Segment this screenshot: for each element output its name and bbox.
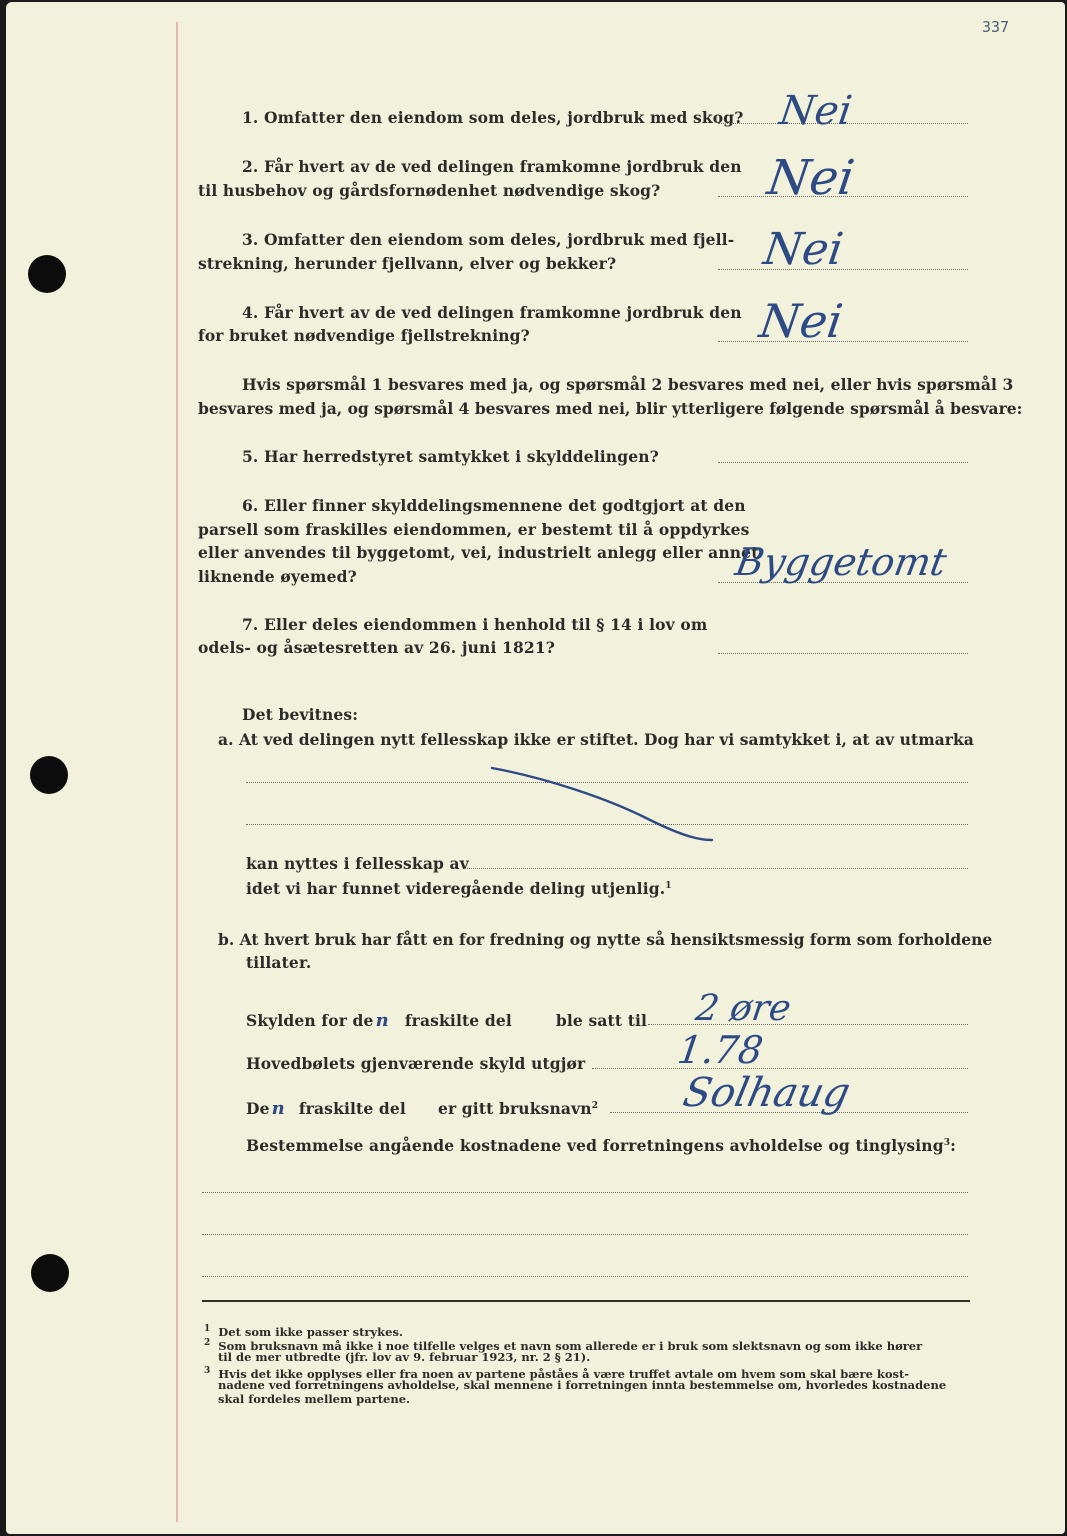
punch-hole (30, 756, 68, 794)
assessment-answer-handwriting: 2 øre (693, 988, 794, 1029)
footnote-2-continued: til de mer utbredte (jfr. lov av 9. februar 1923, nr. 2 § 21). (218, 1350, 591, 1364)
footnote-1: $^1$ Det som ikke passer strykes. (204, 1324, 403, 1339)
question-7-line-2: odels- og åsætesretten av 26. juni 1821? (198, 638, 556, 657)
answer-4-handwriting: Nei (756, 294, 846, 348)
common-use-label: kan nyttes i fellesskap av (246, 854, 469, 873)
question-6-line-4: liknende øyemed? (198, 567, 357, 586)
blank-line (202, 1276, 968, 1277)
footnote-3-continued: nadene ved forretningens avholdelse, skal mennene i forretningen innta bestemmelse om, hvorledes kostnadene (218, 1378, 947, 1392)
margin-line (176, 22, 178, 1522)
remaining-assessment-label: Hovedbølets gjenværende skyld utgjør (246, 1054, 586, 1073)
attestation-b-line-2: tillater. (246, 953, 312, 972)
blank-line (202, 1192, 968, 1193)
condition-line-2: besvares med ja, og spørsmål 4 besvares med nei, blir ytterligere følgende spørsmål å besvare: (198, 399, 1023, 418)
answer-line (718, 462, 968, 463)
footnote-mark: 2 (591, 1100, 599, 1111)
division-statement: idet vi har funnet videregående deling utjenlig.$^1$ (246, 879, 672, 898)
answer-line (718, 341, 968, 342)
answer-3-handwriting: Nei (760, 224, 847, 275)
remaining-assessment-handwriting: 1.78 (674, 1028, 766, 1072)
footnote-3: $^3$ Hvis det ikke opplyses eller fra noen av partene påståes å være truffet avtale om hvem som skal bære kost- (204, 1366, 910, 1381)
punch-hole (28, 255, 66, 293)
answer-line (718, 653, 968, 654)
question-6-line-1: 6. Eller finner skylddelingsmennene det godtgjort at den (242, 496, 746, 515)
question-4-line-2: for bruket nødvendige fjellstrekning? (198, 326, 530, 345)
question-3-line-1: 3. Omfatter den eiendom som deles, jordbruk med fjell- (242, 230, 735, 249)
answer-2-handwriting: Nei (764, 150, 858, 206)
question-3-line-2: strekning, herunder fjellvann, elver og bekker? (198, 254, 617, 273)
question-5: 5. Har herredstyret samtykket i skylddelingen? (242, 447, 659, 466)
farm-name-handwriting: Solhaug (679, 1070, 855, 1116)
farm-name-row: De n fraskilte del er gitt bruksnavn$^2$ (246, 1098, 599, 1119)
footnote-mark: 3 (943, 1137, 951, 1148)
attestation-b-line-1: b. At hvert bruk har fått en for fredning og nytte så hensiktsmessig form som forholdene (218, 930, 993, 949)
question-6-line-2: parsell som fraskilles eiendommen, er bestemt til å oppdyrkes (198, 520, 750, 539)
attestation-a: a. At ved delingen nytt fellesskap ikke er stiftet. Dog har vi samtykket i, at av utmarka (218, 730, 974, 749)
footnote-mark: 1 (665, 880, 672, 891)
question-1: 1. Omfatter den eiendom som deles, jordbruk med skog? (242, 108, 744, 127)
blank-line (202, 1234, 968, 1235)
costs-provision-label: Bestemmelse angående kostnadene ved forretningens avholdelse og tinglysing$^3$: (246, 1136, 957, 1155)
question-4-line-1: 4. Får hvert av de ved delingen framkomne jordbruk den (242, 303, 742, 322)
blank-line (464, 868, 968, 869)
footnote-2: $^2$ Som bruksnavn må ikke i noe tilfelle velges et navn som allerede er i bruk som slektsnavn og som ikke hører (204, 1338, 923, 1353)
question-7-line-1: 7. Eller deles eiendommen i henhold til § 14 i lov om (242, 615, 708, 634)
page-number: 337 (982, 18, 1010, 36)
footnote-3-end: skal fordeles mellem partene. (218, 1392, 411, 1406)
document-page (6, 2, 1065, 1534)
strike-through-stroke (486, 758, 726, 848)
handwritten-n: n (271, 1098, 285, 1119)
answer-line (718, 269, 968, 270)
condition-line-1: Hvis spørsmål 1 besvares med ja, og spørsmål 2 besvares med nei, eller hvis spørsmål 3 (242, 375, 1014, 394)
answer-line (592, 1068, 968, 1069)
question-2-line-2: til husbehov og gårdsfornødenhet nødvendige skog? (198, 181, 661, 200)
answer-6-handwriting: Byggetomt (732, 540, 950, 584)
assessment-row: Skylden for de n fraskilte del ble satt til (246, 1010, 648, 1031)
footnote-rule (202, 1300, 970, 1302)
attestation-heading: Det bevitnes: (242, 705, 359, 724)
question-6-line-3: eller anvendes til byggetomt, vei, industrielt anlegg eller annet (198, 543, 759, 562)
punch-hole (31, 1254, 69, 1292)
handwritten-n: n (375, 1010, 389, 1031)
question-2-line-1: 2. Får hvert av de ved delingen framkomne jordbruk den (242, 157, 742, 176)
answer-1-handwriting: Nei (776, 88, 855, 134)
